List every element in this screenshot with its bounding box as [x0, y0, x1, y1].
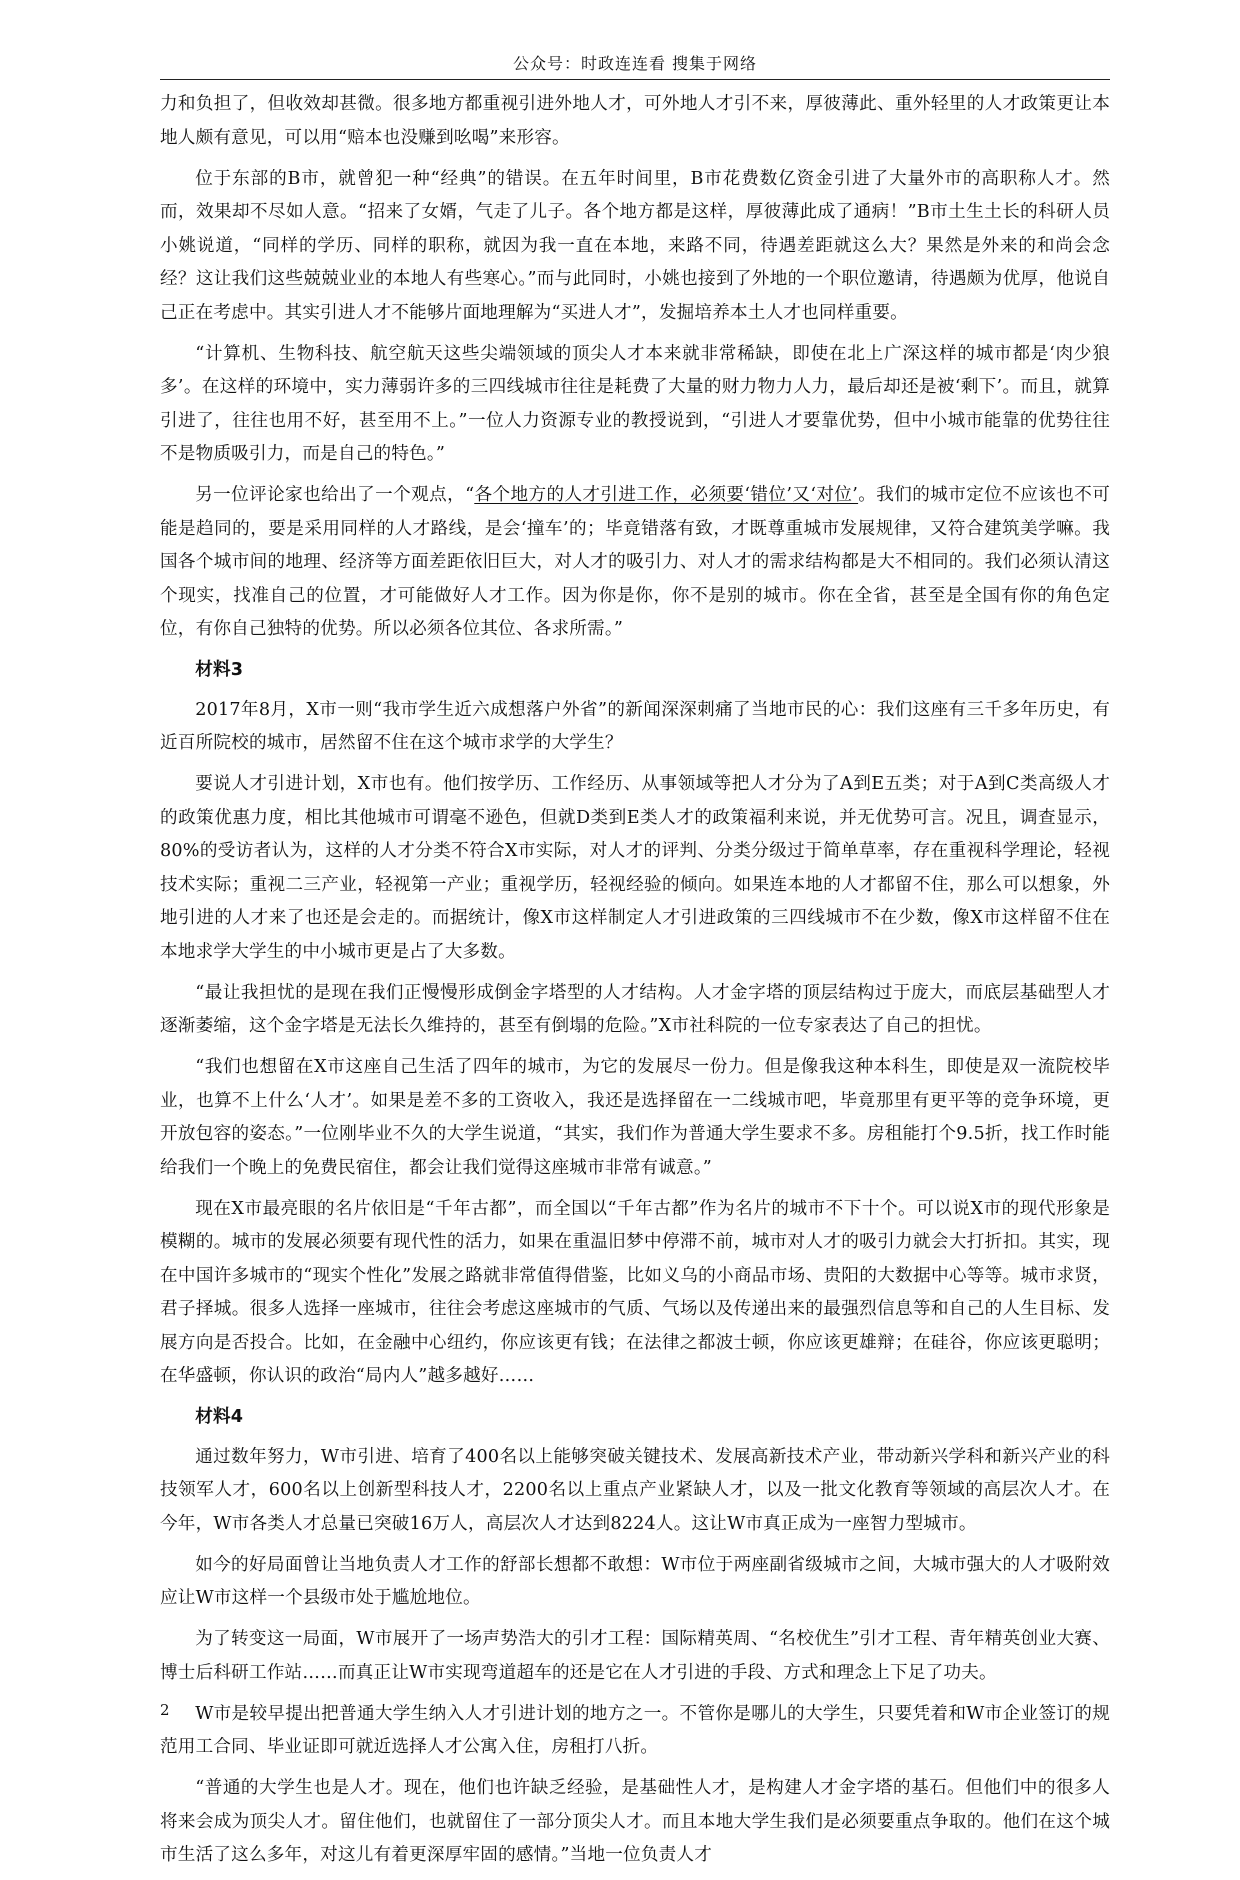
- paragraph-m4-quote: “普通的大学生也是人才。现在，他们也许缺乏经验，是基础性人才，是构建人才金字塔的基石。但他们中的很多人将来会成为顶尖人才。留住他们，也就留住了一部分顶尖人才。而且本地大学生我们是必须要重点争取的。他们在这个城市生活了这么多年，对这儿有着更深厚牢固的感情。”当地一位负责人才: [160, 1778, 1110, 1865]
- paragraph-critic-quote: [160, 479, 1110, 647]
- paragraph-m4-project: 为了转变这一局面，W市展开了一场声势浩大的引才工程：国际精英周、“名校优生”引才工程、青年精英创业大赛、博士后科研工作站……而真正让W市实现弯道超车的还是它在人才引进的手段、方式和理念上下足了功夫。: [160, 1629, 1110, 1683]
- critic-rest-text: 。我们的城市定位不应该也不可能是趋同的，要是采用同样的人才路线，是会‘撞车’的；毕竟错落有致，才既尊重城市发展规律，又符合建筑美学嘛。我国各个城市间的地理、经济等方面差距依旧巨大，对人才的吸引力、对人才的需求结构都是大不相同的。我们必须认清这个现实，找准自己的位置，才可能做好人才工作。因为你是你，你不是别的城市。你在全省，甚至是全国有你的角色定位，有你自己独特的优势。所以必须各位其位、各求所需。”: [160, 485, 1110, 639]
- underlined-key-phrase: 各个地方的人才引进工作，必须要‘错位’又‘对位’: [474, 485, 859, 505]
- paragraph-m4-policy: W市是较早提出把普通大学生纳入人才引进计划的地方之一。不管你是哪儿的大学生，只要凭着和W市企业签订的规范用工合同、毕业证即可就近选择人才公寓入住，房租打八折。: [160, 1703, 1110, 1757]
- paragraph-professor-quote: “计算机、生物科技、航空航天这些尖端领域的顶尖人才本来就非常稀缺，即使在北上广深这样的城市都是‘肉少狼多’。在这样的环境中，实力薄弱许多的三四线城市往往是耗费了大量的财力物力人力，最后却还是被‘剩下’。而且，就算引进了，往往也用不好，甚至用不上。”一位人力资源专业的教授说到，“引进人才要靠优势，但中小城市能靠的优势往往不是物质吸引力，而是自己的特色。”: [160, 343, 1110, 464]
- section-heading-material-4: 材料4: [195, 1407, 244, 1427]
- critic-lead-text: 另一位评论家也给出了一个观点，“: [195, 485, 475, 505]
- paragraph-m3-expert: “最让我担忧的是现在我们正慢慢形成倒金字塔型的人才结构。人才金字塔的顶层结构过于庞大，而底层基础型人才逐渐萎缩，这个金字塔是无法长久维持的，甚至有倒塌的危险。”X市社科院的一位专家表达了自己的担忧。: [160, 982, 1110, 1036]
- paragraph-m3-student: “我们也想留在X市这座自己生活了四年的城市，为它的发展尽一份力。但是像我这种本科生，即使是双一流院校毕业，也算不上什么‘人才’。如果是差不多的工资收入，我还是选择留在一二线城市吧，毕竟那里有更平等的竞争环境，更开放包容的姿态。”一位刚毕业不久的大学生说道，“其实，我们作为普通大学生要求不多。房租能打个9.5折，找工作时能给我们一个晚上的免费民宿住，都会让我们觉得这座城市非常有诚意。”: [160, 1057, 1110, 1178]
- paragraph-b-city: 位于东部的B市，就曾犯一种“经典”的错误。在五年时间里，B市花费数亿资金引进了大量外市的高职称人才。然而，效果却不尽如人意。“招来了女婿，气走了儿子。各个地方都是这样，厚彼薄此成了通病！”B市土生土长的科研人员小姚说道，“同样的学历、同样的职称，就因为我一直在本地，来路不同，待遇差距就这么大？果然是外来的和尚会念经？这让我们这些兢兢业业的本地人有些寒心。”而与此同时，小姚也接到了外地的一个职位邀请，待遇颇为优厚，他说自己正在考虑中。其实引进人才不能够片面地理解为“买进人才”，发掘培养本土人才也同样重要。: [160, 168, 1110, 323]
- paragraph-m3-news: 2017年8月，X市一则“我市学生近六成想落户外省”的新闻深深刺痛了当地市民的心：我们这座有三千多年历史，有近百所院校的城市，居然留不住在这个城市求学的大学生？: [160, 699, 1110, 753]
- page-header: 公众号：时政连连看 搜集于网络: [512, 54, 758, 73]
- section-heading-material-3: 材料3: [195, 660, 244, 680]
- paragraph-m3-city-image: 现在X市最亮眼的名片依旧是“千年古都”，而全国以“千年古都”作为名片的城市不下十个。可以说X市的现代形象是模糊的。城市的发展必须要有现代性的活力，如果在重温旧梦中停滞不前，城市对人才的吸引力就会大打折扣。其实，现在中国许多城市的“现实个性化”发展之路就非常值得借鉴，比如义乌的小商品市场、贵阳的大数据中心等等。城市求贤，君子择城。很多人选择一座城市，往往会考虑这座城市的气质、气场以及传递出来的最强烈信息等和自己的人生目标、发展方向是否投合。比如，在金融中心纽约，你应该更有钱；在法律之都波士顿，你应该更雄辩；在硅谷，你应该更聪明；在华盛顿，你认识的政治“局内人”越多越好……: [160, 1198, 1110, 1386]
- paragraph-m3-plan: 要说人才引进计划，X市也有。他们按学历、工作经历、从事领域等把人才分为了A到E五类；对于A到C类高级人才的政策优惠力度，相比其他城市可谓毫不逊色，但就D类到E类人才的政策福利来说，并无优势可言。况且，调查显示，80%的受访者认为，这样的人才分类不符合X市实际，对人才的评判、分类分级过于简单草率，存在重视科学理论，轻视技术实际；重视二三产业，轻视第一产业；重视学历，轻视经验的倾向。如果连本地的人才都留不住，那么可以想象，外地引进的人才来了也还是会走的。而据统计，像X市这样制定人才引进政策的三四线城市不在少数，像X市这样留不住在本地求学大学生的中小城市更是占了大多数。: [160, 774, 1110, 962]
- paragraph-m4-situation: 如今的好局面曾让当地负责人才工作的舒部长想都不敢想：W市位于两座副省级城市之间，大城市强大的人才吸附效应让W市这样一个县级市处于尴尬地位。: [160, 1554, 1110, 1608]
- paragraph-m4-achievements: 通过数年努力，W市引进、培育了400名以上能够突破关键技术、发展高新技术产业，带动新兴学科和新兴产业的科技领军人才，600名以上创新型科技人才，2200名以上重点产业紧缺人才，以及一批文化教育等领域的高层次人才。在今年，W市各类人才总量已突破16万人，高层次人才达到8224人。这让W市真正成为一座智力型城市。: [160, 1446, 1110, 1534]
- page-content: [160, 88, 1110, 1880]
- paragraph-continued: 力和负担了，但收效却甚微。很多地方都重视引进外地人才，可外地人才引不来，厚彼薄此、重外轻里的人才政策更让本地人颇有意见，可以用“赔本也没赚到吆喝”来形容。: [160, 94, 1110, 148]
- page-number: 2: [160, 1701, 170, 1719]
- header-rule: [160, 79, 1110, 80]
